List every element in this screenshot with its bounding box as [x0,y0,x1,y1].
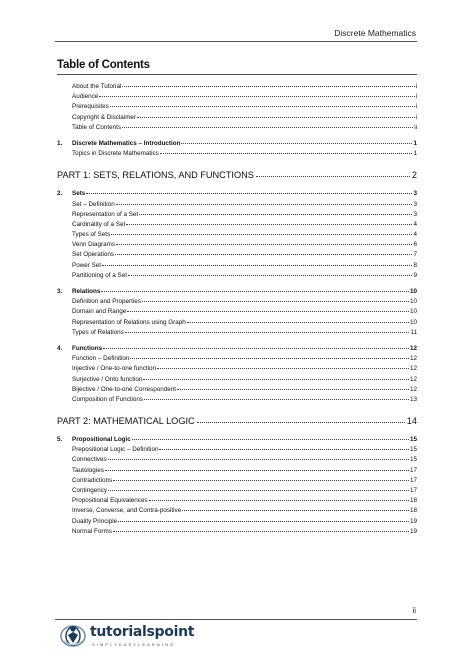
toc-entry-label: Copyright & Disclaimer [72,113,137,121]
header-rule [55,41,417,42]
toc-entry-page: 10 [409,288,417,295]
toc-entry-page: 3 [413,200,417,208]
dot-leader [132,433,409,440]
toc-entry-page: 7 [413,251,417,259]
dot-leader [99,90,414,97]
dot-leader [197,414,405,423]
toc-entry-page: 12 [409,375,417,383]
dot-leader [126,218,412,225]
toc-entry-label: Prepositional Logic – Definition [72,446,159,454]
dot-leader [182,504,409,511]
toc-entry-label: Types of Sets [72,231,111,239]
toc-entry-page: 19 [409,527,417,535]
toc-entry-label: Surjective / Onto function [72,375,143,383]
toc-entry-label: Representation of Relations using Graph [72,318,186,326]
toc-entry-label: Topics in Discrete Mathematics [72,150,159,158]
dot-leader [103,342,409,349]
toc-entry-label: Definition and Properties [72,298,141,306]
toc-entry-label: Functions [72,344,103,352]
toc-entry-page: i [415,93,417,101]
logo-wordmark: tutorialspoint [90,624,195,640]
dot-leader [108,484,409,491]
toc-entry-page: 12 [409,385,417,393]
logo-tagline: SIMPLYEASYLEARNING [92,642,176,647]
toc-section-entry[interactable] [57,270,417,280]
toc-entry-label: Prerequisites [72,103,109,111]
toc-entry-label: Contradictions [72,476,113,484]
toc-entry-label: Bijective / One-to-one Correspondent [72,385,176,393]
toc-entry-page: 3 [413,210,417,218]
toc-entry-label: Discrete Mathematics – Introduction [72,139,181,147]
toc-entry-page: i [415,83,417,90]
footer-rule [55,619,417,620]
toc-entry-page: 10 [409,318,417,326]
toc-entry-page: i [415,113,417,121]
dot-leader [181,137,412,144]
running-header-title: Discrete Mathematics [334,28,416,38]
toc-entry-page: ii [414,123,417,131]
part-page: 14 [406,416,417,427]
dot-leader [122,80,414,87]
toc-entry-label: Relations [72,288,101,295]
toc-entry-page: 17 [409,466,417,474]
dot-leader [116,238,412,245]
dot-leader [115,248,412,255]
toc-part-heading[interactable] [57,168,417,182]
part-page: 2 [411,170,417,181]
dot-leader [110,100,415,107]
toc-entry-page: 18 [409,507,417,515]
toc-entry-label: Sets [72,190,86,198]
dot-leader [142,295,409,302]
toc-entry-label: Partitioning of a Set [72,271,127,279]
dot-leader [105,464,409,471]
dot-leader [159,443,409,450]
toc-section-entry[interactable] [57,148,417,158]
tutorialspoint-logo [58,621,208,649]
logo-emblem-icon [58,621,88,649]
spacer [57,404,417,414]
toc-section-entry[interactable] [57,394,417,404]
toc-entry-label: About the Tutorial [72,83,122,90]
toc-entry-page: 4 [413,231,417,239]
dot-leader [139,208,412,215]
dot-leader [137,111,415,118]
toc-entry-label: Propositional Logic [72,436,131,444]
toc-front-matter-entry[interactable] [57,122,417,132]
toc-entry-label: Inverse, Converse, and Contra-positive [72,507,182,515]
dot-leader [101,285,409,292]
toc-entry-label: Connectives [72,456,107,464]
toc-entry-page: 17 [409,487,417,494]
toc-section-entry[interactable] [57,526,417,536]
toc-entry-label: Domain and Range [72,308,127,316]
chapter-number: 3. [57,288,63,295]
toc-entry-page: 12 [409,344,417,352]
toc-entry-page: 10 [409,298,417,306]
toc-entry-page: 1 [413,150,417,158]
toc-entry-label: Tautologies [72,466,104,474]
toc-entry-page: 18 [409,497,417,505]
toc-entry-page: 15 [409,446,417,454]
dot-leader [143,373,409,380]
page-number: ii [412,606,416,615]
toc-entry-page: 12 [409,355,417,363]
chapter-number: 2. [57,190,63,198]
toc-entry-page: 15 [409,436,417,444]
dot-leader [256,168,410,177]
dot-leader [125,326,410,333]
toc-heading-rule [57,74,417,75]
toc-entry-label: Audience [72,93,99,101]
dot-leader [122,121,413,128]
part-label: PART 2: MATHEMATICAL LOGIC [57,416,195,427]
toc-entry-label: Set Operations [72,251,115,259]
toc-entry-page: 15 [409,456,417,464]
dot-leader [160,147,413,154]
toc-entry-page: 1 [413,139,417,147]
dot-leader [149,494,409,501]
toc-entry-label: Function – Definition [72,355,130,363]
toc-entry-label: Propositional Equivalences [72,497,148,505]
toc-entry-page: 3 [413,190,417,198]
toc-entry-page: 8 [413,261,417,269]
dot-leader [116,198,413,205]
toc-entry-label: Duality Principle [72,517,118,525]
toc-entry-page: 6 [413,241,417,249]
toc-entry-page: 19 [409,517,417,525]
dot-leader [111,228,412,235]
dot-leader [118,515,409,522]
toc-entry-label: Venn Diagrams [72,241,116,249]
toc-heading: Table of Contents [57,59,150,71]
toc-entry-label: Normal Forms [72,527,112,535]
dot-leader [102,259,412,266]
toc-part-heading[interactable] [57,414,417,428]
chapter-number: 5. [57,436,63,444]
chapter-number: 1. [57,139,63,147]
toc-entry-label: Set – Definition [72,200,115,208]
toc-entry-label: Table of Contents [72,123,122,131]
toc-section-entry[interactable] [57,327,417,337]
toc-entry-label: Representation of a Set [72,210,139,218]
toc-entry-label: Types of Relations [72,328,124,336]
dot-leader [113,525,409,532]
toc-entry-page: 11 [410,328,417,336]
toc-entry-page: 17 [409,476,417,484]
toc-entry-label: Composition of Functions [72,395,144,403]
dot-leader [157,362,409,369]
part-label: PART 1: SETS, RELATIONS, AND FUNCTIONS [57,170,254,181]
chapter-number: 4. [57,344,63,352]
toc-entry-page: 9 [413,271,417,279]
table-of-contents [57,81,417,536]
dot-leader [177,383,409,390]
spacer [57,158,417,168]
toc-entry-page: 13 [409,395,417,403]
toc-entry-page: 4 [413,220,417,228]
dot-leader [128,269,413,276]
dot-leader [108,453,409,460]
dot-leader [127,305,409,312]
dot-leader [144,393,409,400]
dot-leader [86,187,412,194]
dot-leader [187,316,409,323]
toc-entry-label: Contingency [72,487,108,494]
toc-entry-label: Cardinality of a Set [72,220,126,228]
toc-entry-label: Power Set [72,261,102,269]
dot-leader [113,474,409,481]
toc-entry-page: 10 [409,308,417,316]
dot-leader [130,352,409,359]
toc-entry-page: 12 [409,365,417,373]
toc-entry-page: i [415,103,417,111]
toc-entry-label: Injective / One-to-one function [72,365,157,373]
